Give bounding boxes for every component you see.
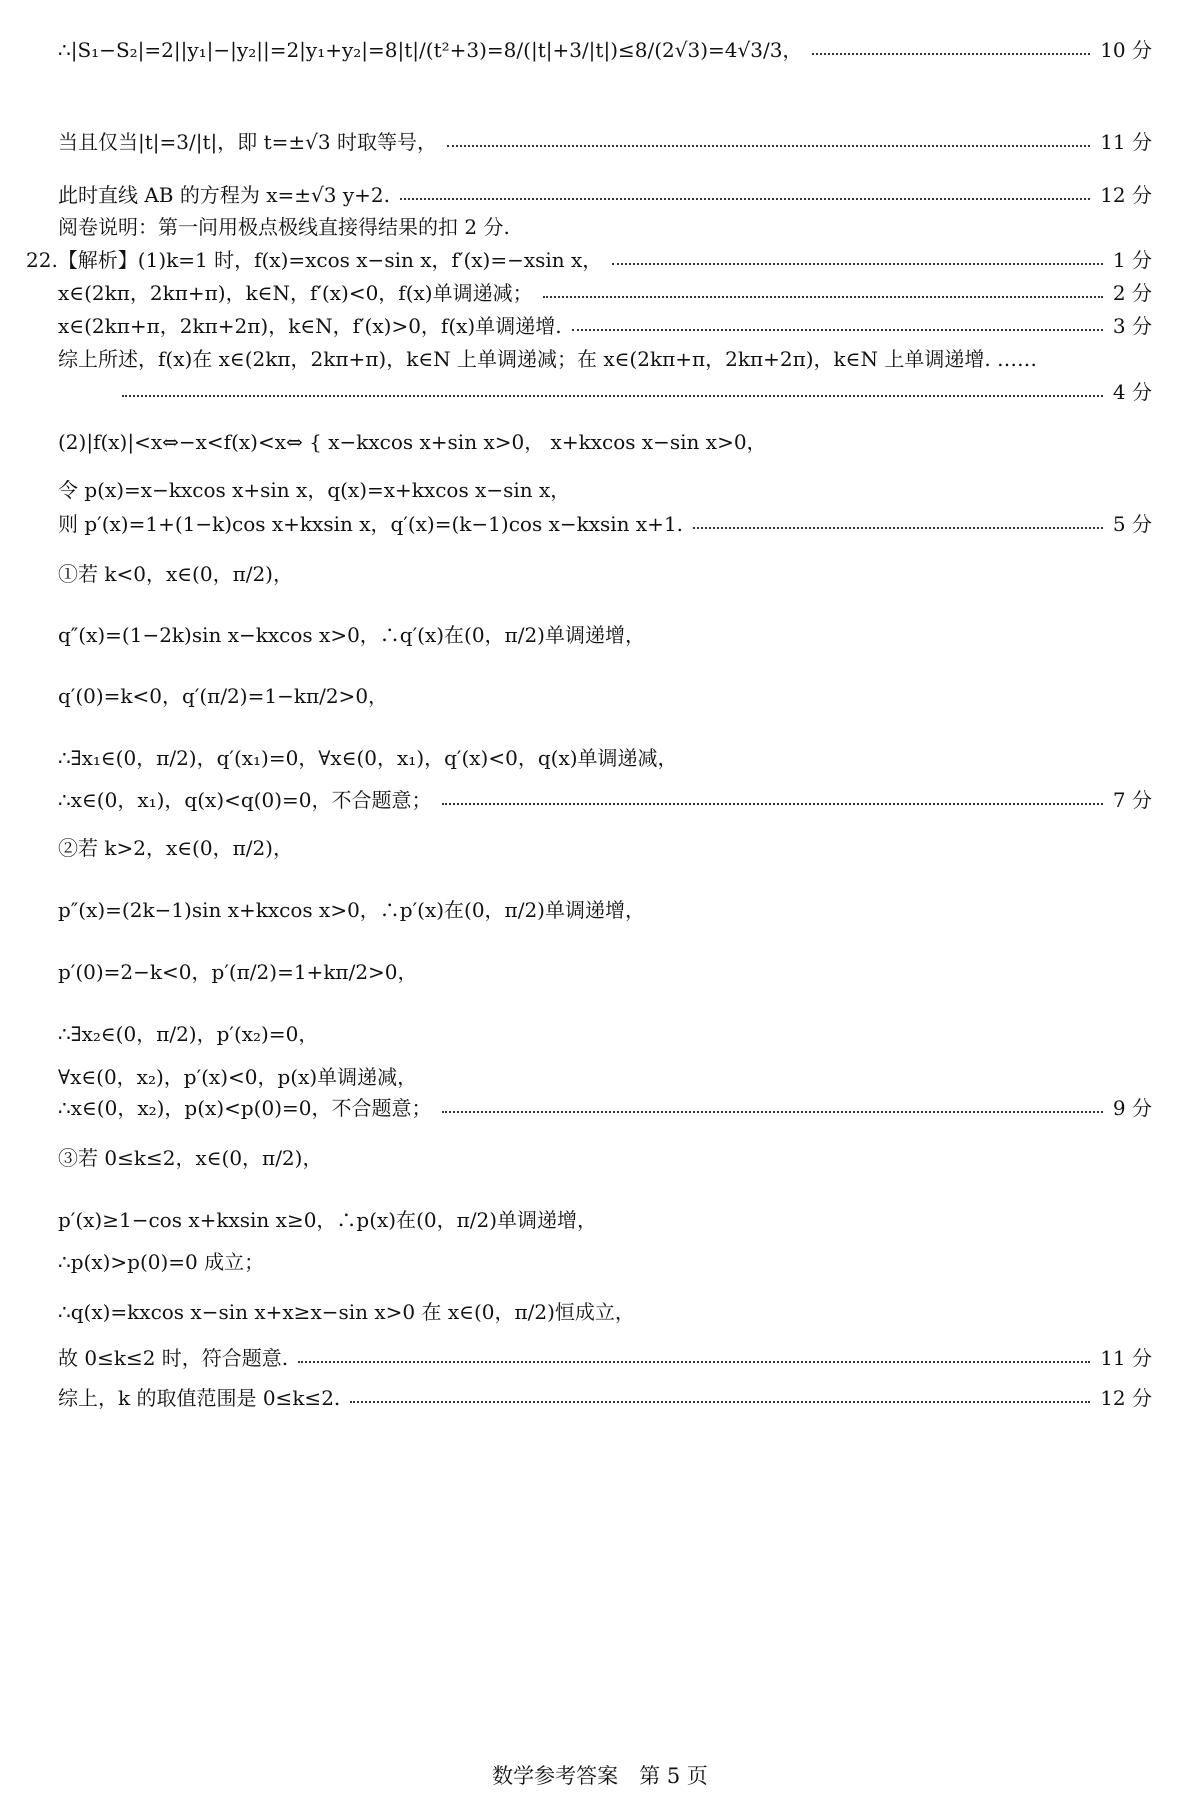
line-content: ①若 k<0，x∈(0，π/2)， bbox=[58, 561, 293, 586]
score-label: 11 分 bbox=[1100, 1345, 1152, 1370]
line-24 bbox=[58, 1136, 1152, 1176]
line-content: x∈(2kπ，2kπ+π)，k∈N，f′(x)<0，f(x)单调递减； bbox=[58, 280, 533, 305]
score-label: 1 分 bbox=[1112, 247, 1152, 272]
page-footer: 数学参考答案 第 5 页 bbox=[492, 1764, 708, 1788]
score-label: 4 分 bbox=[1112, 379, 1152, 404]
line-content: 综上所述，f(x)在 x∈(2kπ，2kπ+π)，k∈N 上单调递减；在 x∈(2kπ+π，2kπ+2π)，k∈N 上单调递增. …… bbox=[58, 346, 1038, 371]
line-10 bbox=[58, 420, 1152, 460]
line-content: ∀x∈(0，x₂)，p′(x)<0，p(x)单调递减， bbox=[58, 1064, 418, 1089]
line-content: 此时直线 AB 的方程为 x=±√3 y+2. bbox=[58, 182, 390, 207]
line-27 bbox=[58, 1290, 1152, 1330]
line-content: 22.【解析】(1)k=1 时，f(x)=xcos x−sin x，f′(x)=−xsin x， bbox=[26, 247, 603, 272]
line-21 bbox=[58, 1012, 1152, 1052]
line-content: q″(x)=(1−2k)sin x−kxcos x>0，∴q′(x)在(0，π/2)单调递增， bbox=[58, 622, 645, 647]
score-label: 2 分 bbox=[1112, 280, 1152, 305]
line-content: p″(x)=(2k−1)sin x+kxcos x>0，∴p′(x)在(0，π/2)单调递增， bbox=[58, 897, 645, 922]
line-25 bbox=[58, 1198, 1152, 1238]
line-content: 故 0≤k≤2 时，符合题意. bbox=[58, 1345, 289, 1370]
score-label: 9 分 bbox=[1112, 1095, 1152, 1120]
line-15 bbox=[58, 674, 1152, 714]
line-content: p′(x)≥1−cos x+kxsin x≥0，∴p(x)在(0，π/2)单调递增， bbox=[58, 1207, 598, 1232]
line-12 bbox=[58, 502, 1152, 542]
leader-dots bbox=[400, 198, 1090, 200]
line-26 bbox=[58, 1240, 1152, 1280]
line-19 bbox=[58, 888, 1152, 928]
score-label: 12 分 bbox=[1100, 1385, 1152, 1410]
line-content: 则 p′(x)=1+(1−k)cos x+kxsin x，q′(x)=(k−1)cos x−kxsin x+1. bbox=[58, 511, 684, 536]
line-content: ③若 0≤k≤2，x∈(0，π/2)， bbox=[58, 1145, 323, 1170]
line-content: ∴∃x₂∈(0，π/2)，p′(x₂)=0， bbox=[58, 1021, 319, 1046]
line-content: 综上，k 的取值范围是 0≤k≤2. bbox=[58, 1385, 341, 1410]
line-content: 当且仅当|t|=3/|t|，即 t=±√3 时取等号， bbox=[58, 129, 437, 154]
line-2 bbox=[58, 120, 1152, 160]
line-16 bbox=[58, 736, 1152, 776]
line-content: 阅卷说明：第一问用极点极线直接得结果的扣 2 分. bbox=[58, 214, 510, 239]
score-label: 12 分 bbox=[1100, 182, 1152, 207]
leader-dots bbox=[298, 1361, 1090, 1363]
line-content: q′(0)=k<0，q′(π/2)=1−kπ/2>0， bbox=[58, 683, 389, 708]
line-18 bbox=[58, 826, 1152, 866]
line-23 bbox=[58, 1086, 1152, 1126]
line-1 bbox=[58, 28, 1152, 68]
line-content: (2)|f(x)|<x⇔−x<f(x)<x⇔ { x−kxcos x+sin x>0， x+kxcos x−sin x>0， bbox=[58, 429, 767, 454]
score-label: 11 分 bbox=[1100, 129, 1152, 154]
line-content: ∴x∈(0，x₁)，q(x)<q(0)=0，不合题意； bbox=[58, 787, 432, 812]
line-content: 令 p(x)=x−kxcos x+sin x，q(x)=x+kxcos x−sin x， bbox=[58, 477, 571, 502]
line-content: ②若 k>2，x∈(0，π/2)， bbox=[58, 835, 293, 860]
leader-dots bbox=[812, 53, 1090, 55]
line-28 bbox=[58, 1336, 1152, 1376]
leader-dots bbox=[572, 329, 1103, 331]
line-9 bbox=[58, 370, 1152, 410]
line-13 bbox=[58, 552, 1152, 592]
line-14 bbox=[58, 613, 1152, 653]
line-content: ∴q(x)=kxcos x−sin x+x≥x−sin x>0 在 x∈(0，π/2)恒成立， bbox=[58, 1299, 635, 1324]
line-content: ∴x∈(0，x₂)，p(x)<p(0)=0，不合题意； bbox=[58, 1095, 432, 1120]
line-20 bbox=[58, 950, 1152, 990]
leader-dots bbox=[350, 1401, 1090, 1403]
score-label: 10 分 bbox=[1100, 37, 1152, 62]
leader-dots bbox=[447, 145, 1090, 147]
leader-dots bbox=[693, 527, 1103, 529]
line-content: x∈(2kπ+π，2kπ+2π)，k∈N，f′(x)>0，f(x)单调递增. bbox=[58, 313, 562, 338]
line-content: ∴p(x)>p(0)=0 成立； bbox=[58, 1249, 265, 1274]
score-label: 7 分 bbox=[1112, 787, 1152, 812]
line-29 bbox=[58, 1376, 1152, 1416]
score-label: 5 分 bbox=[1112, 511, 1152, 536]
leader-dots bbox=[442, 803, 1103, 805]
line-content: p′(0)=2−k<0，p′(π/2)=1+kπ/2>0， bbox=[58, 959, 418, 984]
line-content: ∴∃x₁∈(0，π/2)，q′(x₁)=0，∀x∈(0，x₁)，q′(x)<0，q(x)单调递减， bbox=[58, 745, 678, 770]
leader-dots bbox=[612, 263, 1103, 265]
leader-dots bbox=[122, 395, 1103, 397]
score-label: 3 分 bbox=[1112, 313, 1152, 338]
line-content: ∴|S₁−S₂|=2||y₁|−|y₂||=2|y₁+y₂|=8|t|/(t²+3)=8/(|t|+3/|t|)≤8/(2√3)=4√3/3， bbox=[58, 37, 803, 62]
leader-dots bbox=[442, 1111, 1103, 1113]
line-17 bbox=[58, 778, 1152, 818]
leader-dots bbox=[543, 296, 1103, 298]
